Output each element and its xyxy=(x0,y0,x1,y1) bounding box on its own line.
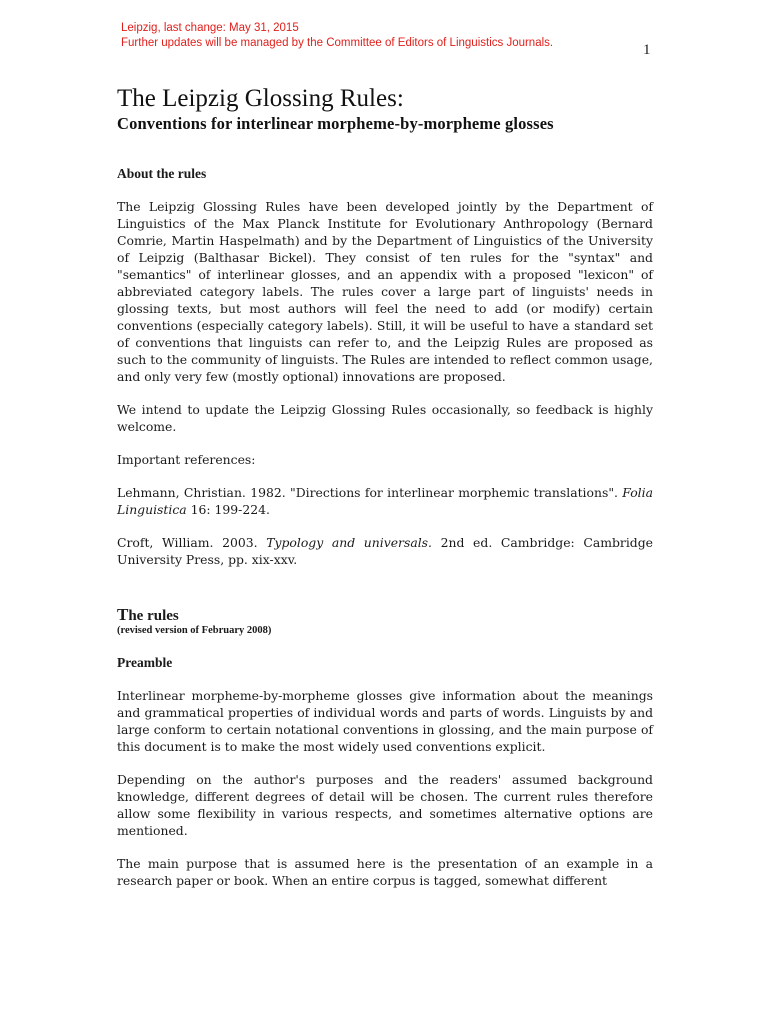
rules-heading xyxy=(117,606,653,625)
page-number: 1 xyxy=(643,42,651,58)
about-paragraph: The Leipzig Glossing Rules have been developed jointly by the Department of Linguistics of the Max Planck Institute for Evolutionary Anthropology (Bernard Comrie, Martin Haspelmath) and by the Department of Linguistics of the University of Leipzig (Balthasar Bickel). They consist of ten rules for the "syntax" and "semantics" of interlinear glosses, and an appendix with a proposed "lexicon" of abbreviated category labels. The rules cover a large part of linguists' needs in glossing texts, but most authors will feel the need to add (or modify) certain conventions (especially category labels). Still, it will be useful to have a standard set of conventions that linguists can refer to, and the Leipzig Rules are proposed as such to the community of linguists. The Rules are intended to reflect common usage, and only very few (mostly optional) innovations are proposed. xyxy=(117,199,653,384)
reference-croft xyxy=(117,534,653,568)
revision-note xyxy=(121,21,553,51)
revision-date: Leipzig, last change: May 31, 2015 xyxy=(121,22,299,34)
ref1-journal: Folia Linguistica xyxy=(117,485,653,517)
ref1-text: Lehmann, Christian. 1982. "Directions for interlinear morphemic translations". xyxy=(117,485,623,500)
preamble-paragraph-2: Depending on the author's purposes and the readers' assumed background knowledge, different degrees of detail will be chosen. The current rules therefore allow some flexibility in various respects, and sometimes alternative options are mentioned. xyxy=(117,772,653,838)
about-heading: About the rules xyxy=(117,166,207,181)
ref2-text: Croft, William. 2003. xyxy=(117,535,267,550)
ref2-book: Typology and universals. xyxy=(266,535,432,550)
preamble-heading: Preamble xyxy=(117,655,173,670)
revised-version-note: (revised version of February 2008) xyxy=(117,625,272,636)
ref1-pages: 16: 199-224. xyxy=(186,502,270,517)
rules-heading-initial: T xyxy=(117,605,129,624)
document-title: The Leipzig Glossing Rules: xyxy=(117,85,404,112)
ref2-publisher: 2nd ed. Cambridge: Cambridge University Press, pp. xix-xxv. xyxy=(117,535,653,567)
document-body xyxy=(117,84,653,889)
preamble-paragraph-1: Interlinear morpheme-by-morpheme glosses give information about the meanings and grammatical properties of individual words and parts of words. Linguists by and large conform to certain notational conventions in glossing, and the main purpose of this document is to make the most widely used conventions explicit. xyxy=(117,688,653,754)
preamble-paragraph-3: The main purpose that is assumed here is the presentation of an example in a research paper or book. When an entire corpus is tagged, somewhat different xyxy=(117,856,653,888)
rules-heading-rest: he rules xyxy=(128,608,179,624)
feedback-paragraph: We intend to update the Leipzig Glossing Rules occasionally, so feedback is highly welcome. xyxy=(117,402,653,434)
document-subtitle: Conventions for interlinear morpheme-by-morpheme glosses xyxy=(117,114,554,133)
references-intro: Important references: xyxy=(117,452,256,467)
reference-lehmann xyxy=(117,484,653,518)
committee-note: Further updates will be managed by the Committee of Editors of Linguistics Journals. xyxy=(121,37,554,49)
